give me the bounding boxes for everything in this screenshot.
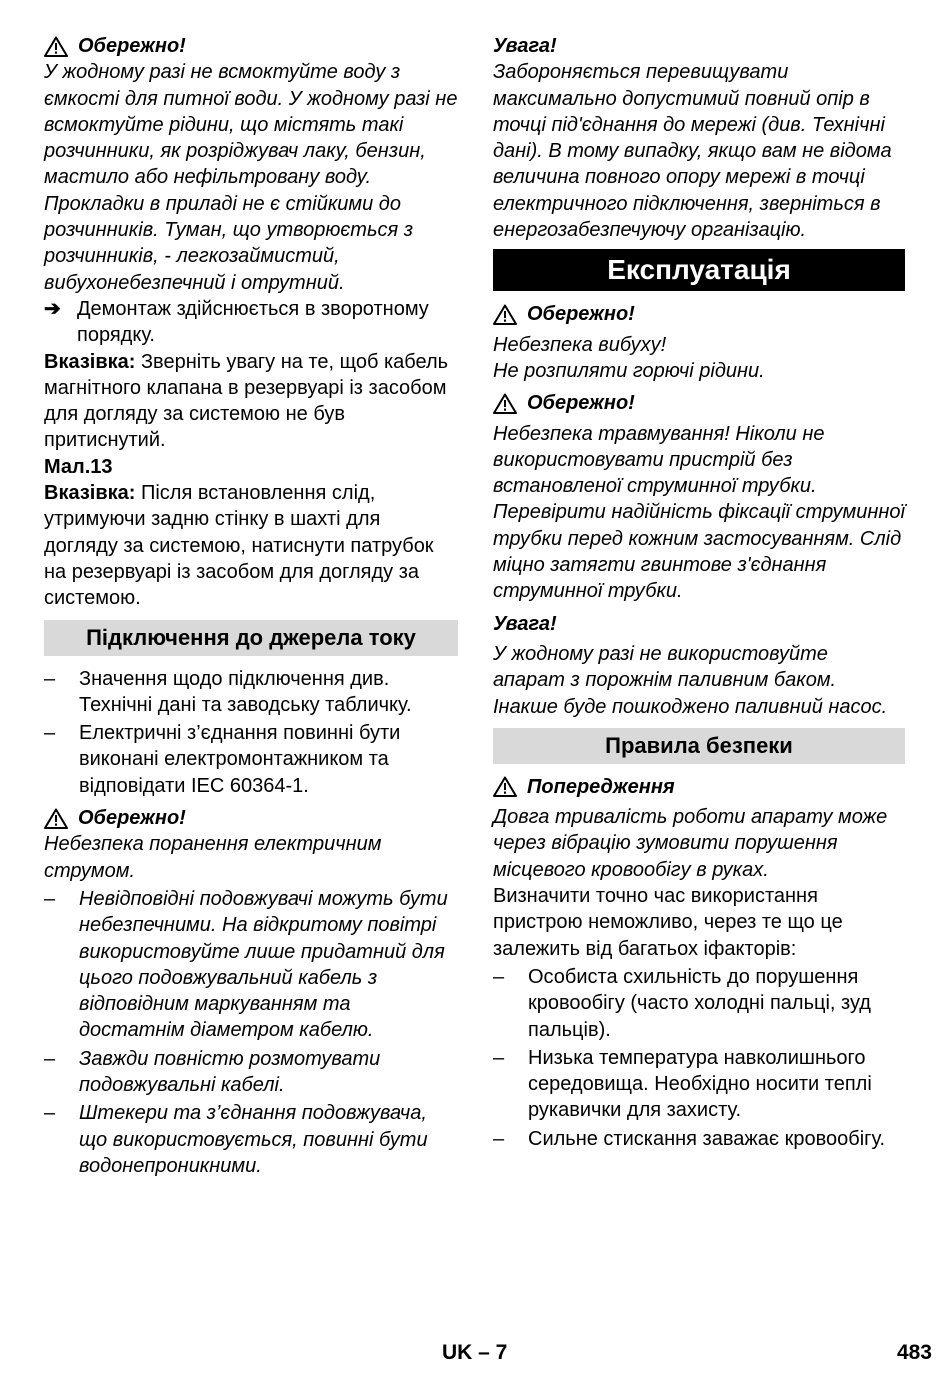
safety-list [493, 964, 905, 1152]
warning-text: Довга тривалість роботи апарату може через вібрацію зумовити порушення місцевого кровообігу в руках. [493, 806, 888, 881]
caution-heading: Обережно! [44, 33, 458, 59]
list-item: – Особиста схильність до порушення кровообігу (часто холодні пальці, зуд пальців). [493, 965, 871, 1041]
section-heading-operation: Експлуатація [493, 249, 905, 291]
section-heading-safety: Правила безпеки [493, 728, 905, 764]
warning-heading: Попередження [493, 774, 905, 800]
list-item: – Штекери та з’єднання подовжувача, що використовується, повинні бути водонепроникними. [44, 1102, 428, 1177]
warning-triangle-icon [493, 776, 517, 797]
warning-triangle-icon [493, 304, 517, 325]
attention-heading: Увага! [493, 612, 557, 635]
list-item: – Сильне стискання заважає кровообігу. [493, 1127, 886, 1150]
caution-text: Не розпиляти горючі рідини. [493, 359, 765, 382]
caution-text: Небезпека травмування! Ніколи не використовувати пристрій без встановленої струминної трубки. Перевірити надійність фіксації струминної трубки перед кожним застосуванням. Слід міцно затягти гвинтове з'єднання струминної трубки. [493, 422, 905, 603]
note: Вказівка: Зверніть увагу на те, щоб кабель магнітного клапана в резервуарі із засобом для догляду за системою не був притиснутий. [44, 350, 449, 452]
list-item: – Невідповідні подовжувачі можуть бути небезпечними. На відкритому повітрі використовуйте лише придатний для цього подовжувальний кабель з відповідним маркуванням та достатнім діаметром кабелю. [44, 887, 448, 1042]
caution-heading: Обережно! [493, 301, 905, 327]
page-label: UK – 7 [442, 1341, 508, 1364]
caution-list [44, 886, 458, 1179]
attention-text: У жодному разі не використовуйте апарат з порожнім паливним баком. Інакше буде пошкоджено паливний насос. [493, 642, 888, 718]
right-column [493, 33, 905, 1152]
warning-triangle-icon [493, 393, 517, 414]
safety-paragraph: Визначити точно час використання пристрою неможливо, через те що це залежить від багатьох іфакторів: [493, 885, 843, 960]
arrow-right-icon: ➔ [44, 297, 61, 320]
page-number: 483 [896, 1341, 932, 1364]
instruction-item: ➔ Демонтаж здійснюється в зворотному порядку. [44, 296, 458, 349]
list-item: – Значення щодо підключення див. Технічні дані та заводську табличку. [44, 667, 412, 716]
list-item: – Електричні з’єднання повинні бути виконані електромонтажником та відповідати IEC 60364-1. [44, 722, 401, 797]
warning-triangle-icon [44, 36, 68, 57]
section-heading-power: Підключення до джерела току [44, 620, 458, 656]
caution-text: У жодному разі не всмоктуйте воду з ємкості для питної води. У жодному разі не всмоктуйте рідини, що містять такі розчинники, як розріджувач лаку, бензин, мастило або нефільтровану воду. Прокладки в приладі не є стійкими до розчинників. Туман, що утворюється з розчинників, - легкозаймистий, вибухонебезпечний і отрутний. [44, 61, 458, 294]
power-list [44, 666, 458, 799]
caution-text: Небезпека поранення електричним струмом. [44, 833, 382, 882]
caution-text: Небезпека вибуху! [493, 333, 667, 356]
note: Вказівка: Після встановлення слід, утримуючи задню стінку в шахті для догляду за системою, натиснути патрубок на резервуарі із засобом для догляду за системою. [44, 482, 434, 610]
figure-label: Мал.13 [44, 455, 113, 478]
caution-heading: Обережно! [493, 390, 905, 416]
left-column [44, 33, 458, 1179]
list-item: – Низька температура навколишнього середовища. Необхідно носити теплі рукавички для захисту. [493, 1046, 872, 1122]
attention-text: Забороняється перевищувати максимально допустимий повний опір в точці під'єднання до мережі (див. Технічні дані). В тому випадку, якщо вам не відома величина повного опору мережі в точці електричного підключення, зверніться в енергозабезпечуючу організацію. [493, 61, 892, 242]
list-item: – Завжди повністю розмотувати подовжувальні кабелі. [44, 1047, 381, 1096]
attention-heading: Увага! [493, 35, 557, 57]
warning-triangle-icon [44, 808, 68, 829]
caution-heading: Обережно! [44, 805, 458, 831]
